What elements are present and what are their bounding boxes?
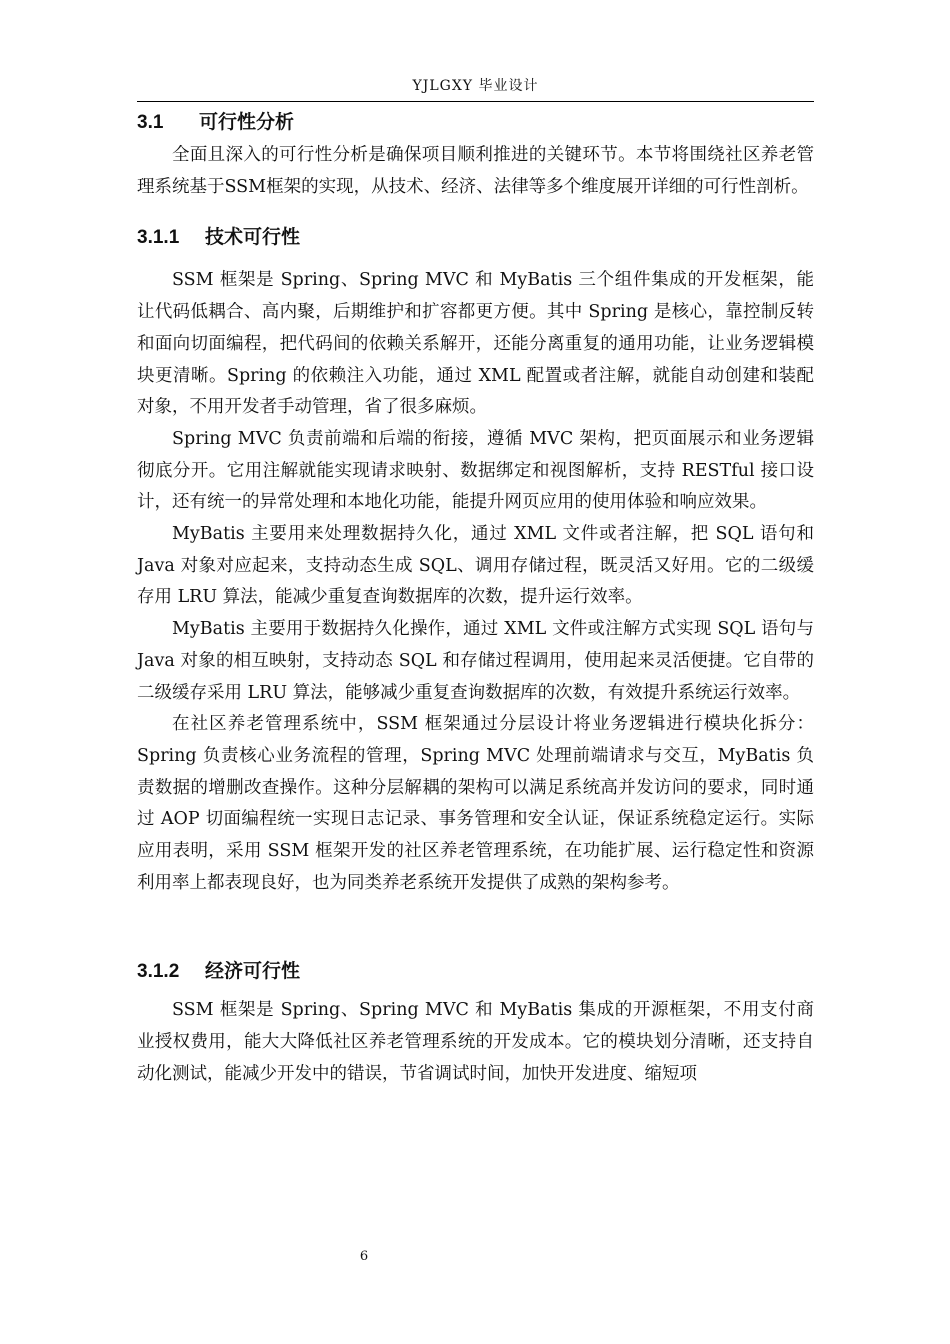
section-number: 3.1 (137, 112, 164, 133)
subsection-number: 3.1.1 (137, 227, 180, 249)
paragraph: MyBatis 主要用来处理数据持久化，通过 XML 文件或者注解，把 SQL 语句和 Java 对象对应起来，支持动态生成 SQL、调用存储过程，既灵活又好用。它的二级缓存用 LRU 算法，能减少重复查询数据库的次数，提升运行效率。 (137, 524, 814, 608)
page-header (137, 76, 814, 102)
subsection-title: 技术可行性 (205, 226, 301, 249)
paragraph: Spring MVC 负责前端和后端的衔接，遵循 MVC 架构，把页面展示和业务逻辑彻底分开。它用注解就能实现请求映射、数据绑定和视图解析，支持 RESTful 接口设计，还有统一的异常处理和本地化功能，能提升网页应用的使用体验和响应效果。 (137, 428, 814, 513)
subsection-number: 3.1.2 (137, 961, 180, 983)
paragraph: 在社区养老管理系统中，SSM 框架通过分层设计将业务逻辑进行模块化拆分：Spring 负责核心业务流程的管理，Spring MVC 处理前端请求与交互，MyBatis 负责数据的增删改查操作。这种分层解耦的架构可以满足系统高并发访问的要求，同时通过 AOP 切面编程统一实现日志记录、事务管理和安全认证，保证系统稳定运行。实际应用表明，采用 SSM 框架开发的社区养老管理系统，在功能扩展、运行稳定性和资源利用率上都表现良好，也为同类养老系统开发提供了成熟的架构参考。 (137, 714, 814, 893)
section-title: 可行性分析 (199, 111, 295, 133)
section-heading (137, 104, 814, 140)
section-intro-paragraph: 全面且深入的可行性分析是确保项目顺利推进的关键环节。本节将围绕社区养老管理系统基于SSM框架的实现，从技术、经济、法律等多个维度展开详细的可行性剖析。 (137, 145, 814, 197)
subsection-heading-technical (137, 219, 814, 255)
header-title: YJLGXY 毕业设计 (412, 78, 539, 94)
paragraph: SSM 框架是 Spring、Spring MVC 和 MyBatis 三个组件集成的开发框架，能让代码低耦合、高内聚，后期维护和扩容都更方便。其中 Spring 是核心，靠控制反转和面向切面编程，把代码间的依赖关系解开，还能分离重复的通用功能，让业务逻辑模块更清晰。Spring 的依赖注入功能，通过 XML 配置或者注解，就能自动创建和装配对象，不用开发者手动管理，省了很多麻烦。 (137, 270, 814, 418)
paragraph: MyBatis 主要用于数据持久化操作，通过 XML 文件或注解方式实现 SQL 语句与 Java 对象的相互映射，支持动态 SQL 和存储过程调用，使用起来灵活便捷。它自带的二级缓存采用 LRU 算法，能够减少重复查询数据库的次数，有效提升系统运行效率。 (137, 619, 814, 703)
subsection-title: 经济可行性 (205, 960, 301, 983)
page-number: 6 (359, 1249, 369, 1264)
paragraph: SSM 框架是 Spring、Spring MVC 和 MyBatis 集成的开源框架，不用支付商业授权费用，能大大降低社区养老管理系统的开发成本。它的模块划分清晰，还支持自动化测试，能减少开发中的错误，节省调试时间，加快开发进度、缩短项 (137, 1000, 814, 1084)
document-body (137, 104, 814, 1091)
subsection-heading-economic (137, 953, 814, 989)
